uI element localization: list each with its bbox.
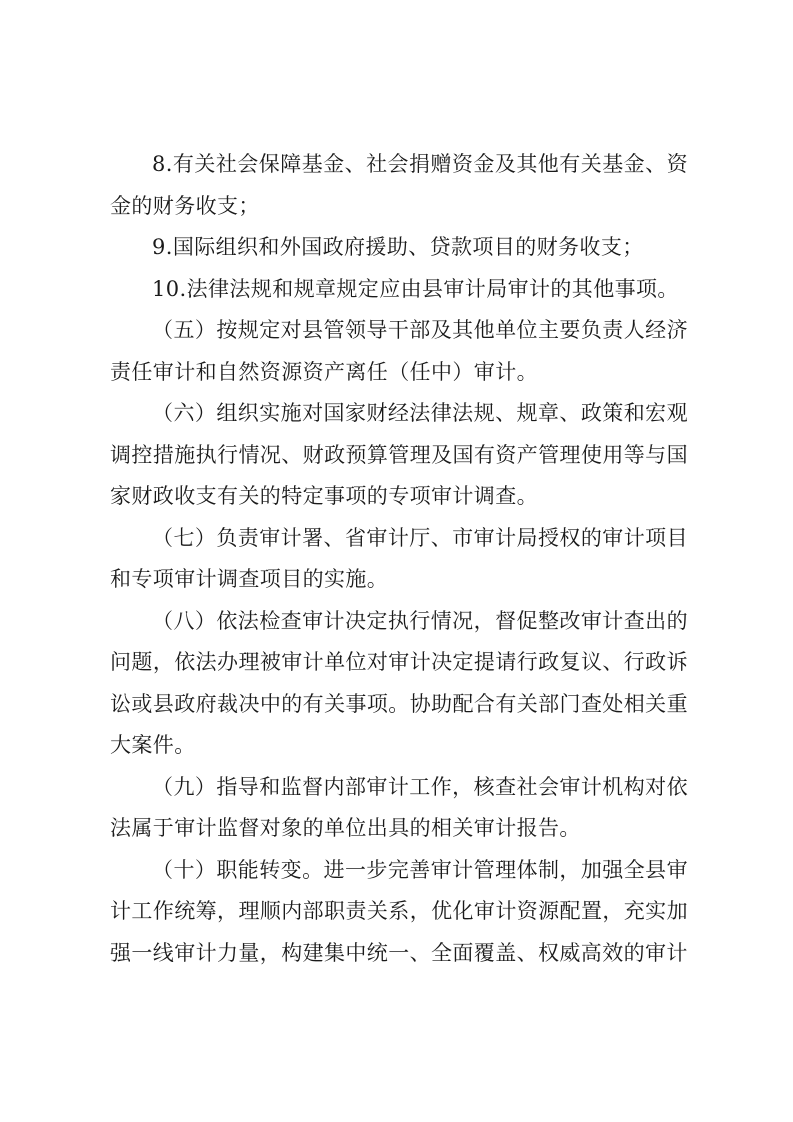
paragraph-section-6: （六）组织实施对国家财经法律法规、规章、政策和宏观调控措施执行情况、财政预算管理及国有资产管理使用等与国家财政收支有关的特定事项的专项审计调查。 bbox=[110, 401, 688, 508]
paragraph-item-10: 10.法律法规和规章规定应由县审计局审计的其他事项。 bbox=[152, 276, 679, 301]
paragraph-section-5: （五）按规定对县管领导干部及其他单位主要负责人经济责任审计和自然资源资产离任（任中）审计。 bbox=[110, 318, 688, 384]
paragraph-section-7: （七）负责审计署、省审计厅、市审计局授权的审计项目和专项审计调查项目的实施。 bbox=[110, 525, 688, 591]
paragraph-item-9: 9.国际组织和外国政府援助、贷款项目的财务收支； bbox=[152, 235, 644, 259]
paragraph-item-8: 8.有关社会保障基金、社会捐赠资金及其他有关基金、资金的财务收支； bbox=[110, 152, 688, 218]
paragraph-section-8: （八）依法检查审计决定执行情况，督促整改审计查出的问题，依法办理被审计单位对审计决定提请行政复议、行政诉讼或县政府裁决中的有关事项。协助配合有关部门查处相关重大案件。 bbox=[110, 608, 688, 757]
paragraph-section-10: （十）职能转变。进一步完善审计管理体制，加强全县审计工作统筹，理顺内部职责关系，优化审计资源配置，充实加强一线审计力量，构建集中统一、全面覆盖、权威高效的审计 bbox=[110, 857, 688, 965]
document-body bbox=[110, 144, 688, 974]
paragraph-section-9: （九）指导和监督内部审计工作，核查社会审计机构对依法属于审计监督对象的单位出具的相关审计报告。 bbox=[110, 774, 688, 840]
